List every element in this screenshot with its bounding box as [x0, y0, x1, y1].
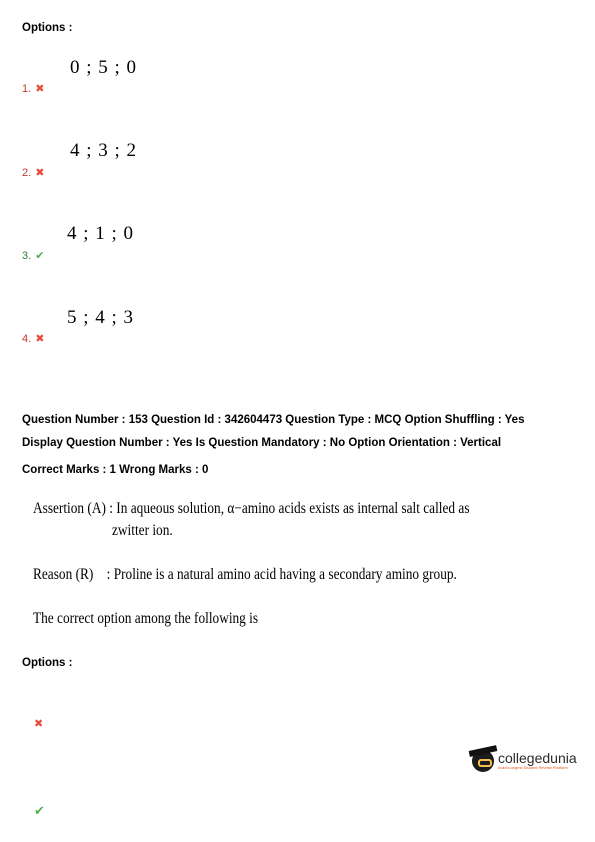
reason-line: Reason (R) : Proline is a natural amino acid having a secondary amino group. [33, 566, 457, 583]
options-label-top: Options : [22, 22, 73, 34]
option-4-value: 5 ; 4 ; 3 [67, 307, 135, 328]
logo-tagline: India's largest Student Review Platform [498, 765, 568, 770]
collegedunia-logo [472, 750, 577, 772]
wrong-mark-icon: ✖ [35, 167, 45, 179]
correct-check-icon: ✔ [34, 803, 45, 818]
correct-check-icon: ✔ [35, 250, 45, 262]
wrong-mark-icon: ✖ [34, 718, 44, 730]
next-option-2 [34, 803, 45, 819]
question-meta-line3: Correct Marks : 1 Wrong Marks : 0 [22, 464, 209, 476]
option-1-number [22, 82, 44, 95]
wrong-mark-icon: ✖ [35, 333, 45, 345]
option-1-value: 0 ; 5 ; 0 [70, 57, 138, 78]
option-2-value: 4 ; 3 ; 2 [70, 140, 138, 161]
graduation-cap-icon [472, 750, 494, 772]
question-prompt: The correct option among the following is [33, 610, 259, 627]
option-4-number [22, 332, 44, 345]
assertion-line2: zwitter ion. [112, 522, 173, 539]
question-meta-line1: Question Number : 153 Question Id : 342604473 Question Type : MCQ Option Shuffling : Yes [22, 414, 525, 426]
question-meta-line2: Display Question Number : Yes Is Question Mandatory : No Option Orientation : Vertical [22, 437, 502, 449]
option-3-number [22, 249, 44, 262]
option-number: 1. [22, 83, 32, 95]
option-number: 2. [22, 167, 32, 179]
option-2-number [22, 166, 44, 179]
wrong-mark-icon: ✖ [35, 83, 45, 95]
logo-name: collegedunia [498, 750, 577, 766]
option-number: 3. [22, 250, 32, 262]
assertion-line1: Assertion (A) : In aqueous solution, α−amino acids exists as internal salt called as [33, 500, 470, 517]
next-option-1 [34, 717, 43, 730]
options-label-bottom: Options : [22, 657, 73, 669]
option-number: 4. [22, 333, 32, 345]
option-3-value: 4 ; 1 ; 0 [67, 223, 135, 244]
